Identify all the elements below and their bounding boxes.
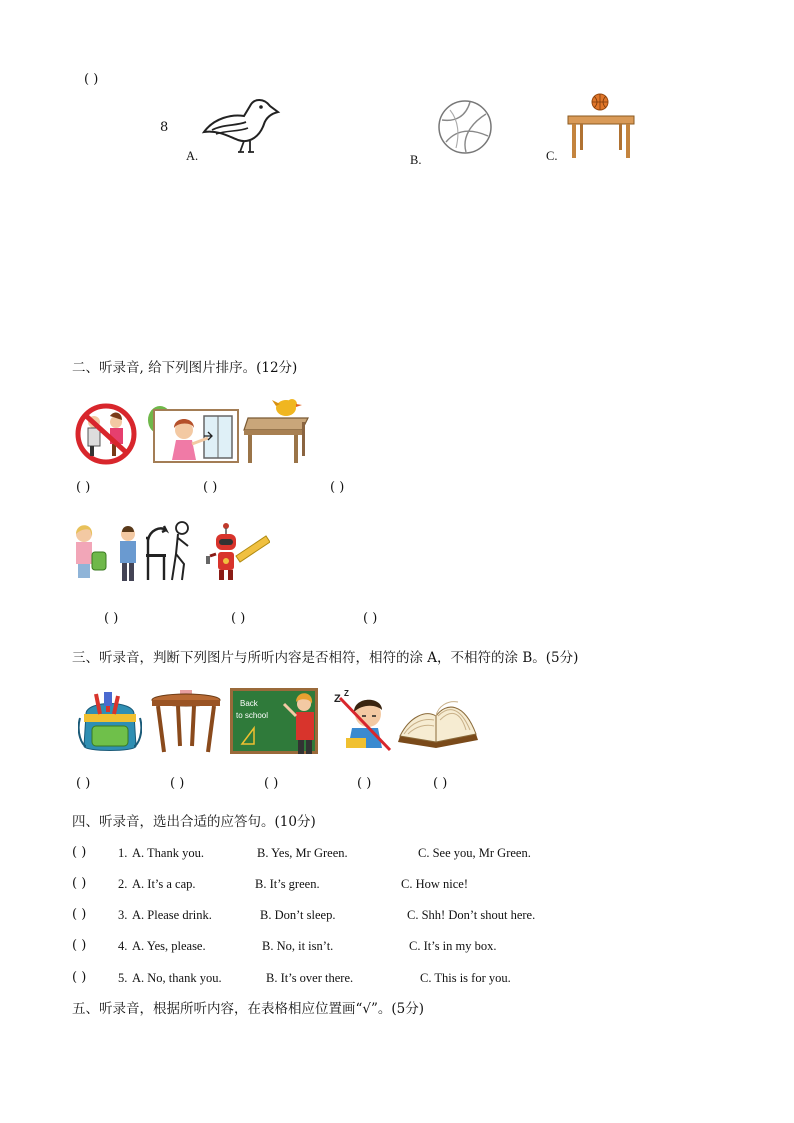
option-c: C. How nice! (401, 877, 468, 891)
answer-paren[interactable]: ( ) (363, 611, 378, 626)
basketball-on-table-icon (566, 92, 638, 160)
no-fighting-icon (72, 402, 140, 466)
sit-down-icon (142, 520, 196, 584)
option-b-label: B. (410, 153, 422, 167)
answer-paren[interactable]: ( ) (231, 611, 246, 626)
option-a-label: A. (186, 149, 199, 163)
option-b: B. No, it isn’t. (262, 939, 334, 953)
option-c: C. Shh! Don’t shout here. (407, 908, 536, 922)
option-a: A. It’s a cap. (132, 877, 196, 891)
question-number: 3. (118, 908, 128, 922)
answer-paren[interactable]: ( ) (76, 776, 91, 791)
answer-paren[interactable]: ( ) (72, 938, 87, 953)
question-number: 1. (118, 846, 128, 860)
option-b: B. Don’t sleep. (260, 908, 336, 922)
schoolbag-icon (78, 692, 142, 754)
answer-paren[interactable]: ( ) (72, 907, 87, 922)
bird-on-desk-icon (242, 396, 314, 466)
open-book-icon (396, 696, 480, 750)
option-a: A. No, thank you. (132, 971, 222, 985)
option-a: A. Thank you. (132, 846, 204, 860)
option-c: C. This is for you. (420, 971, 511, 985)
answer-paren[interactable]: ( ) (170, 776, 185, 791)
option-b: B. It’s over there. (266, 971, 354, 985)
answer-paren[interactable]: ( ) (76, 480, 91, 495)
section3-title: 三、听录音，判断下列图片与所听内容是否相符，相符的涂 A，不相符的涂 B。(5分) (72, 650, 579, 666)
option-a: A. Please drink. (132, 908, 212, 922)
option-b: B. It’s green. (255, 877, 320, 891)
question-number: 2. (118, 877, 128, 891)
question-number: 8 (160, 120, 169, 135)
answer-paren[interactable]: ( ) (104, 611, 119, 626)
volleyball-icon (436, 98, 494, 156)
option-b: B. Yes, Mr Green. (257, 846, 348, 860)
round-table-icon (150, 690, 222, 754)
students-with-schoolbag-icon (72, 522, 142, 586)
question-number: 4. (118, 939, 128, 953)
board-text-school: to school (236, 711, 269, 720)
girl-at-window-icon (148, 402, 240, 464)
question-number: 5. (118, 971, 128, 985)
answer-paren[interactable]: ( ) (84, 72, 99, 87)
section5-title: 五、听录音，根据所听内容，在表格相应位置画“√”。(5分) (72, 1001, 425, 1017)
answer-paren[interactable]: ( ) (72, 876, 87, 891)
back-to-school-board-icon (230, 688, 322, 758)
option-c-label: C. (546, 149, 558, 163)
svg-text:Z: Z (334, 693, 341, 705)
answer-paren[interactable]: ( ) (72, 970, 87, 985)
option-c: C. See you, Mr Green. (418, 846, 531, 860)
section2-title: 二、听录音, 给下列图片排序。(12分) (72, 360, 298, 376)
section4-title: 四、听录音，选出合适的应答句。(10分) (72, 814, 316, 830)
option-c: C. It’s in my box. (409, 939, 497, 953)
answer-paren[interactable]: ( ) (203, 480, 218, 495)
answer-paren[interactable]: ( ) (264, 776, 279, 791)
answer-paren[interactable]: ( ) (330, 480, 345, 495)
svg-text:Z: Z (344, 689, 349, 698)
no-sleeping-icon (332, 688, 394, 754)
board-text-back: Back (240, 699, 258, 708)
answer-paren[interactable]: ( ) (72, 845, 87, 860)
robot-with-ruler-icon (206, 522, 270, 584)
option-a: A. Yes, please. (132, 939, 206, 953)
answer-paren[interactable]: ( ) (357, 776, 372, 791)
answer-paren[interactable]: ( ) (433, 776, 448, 791)
bird-icon (198, 96, 282, 156)
